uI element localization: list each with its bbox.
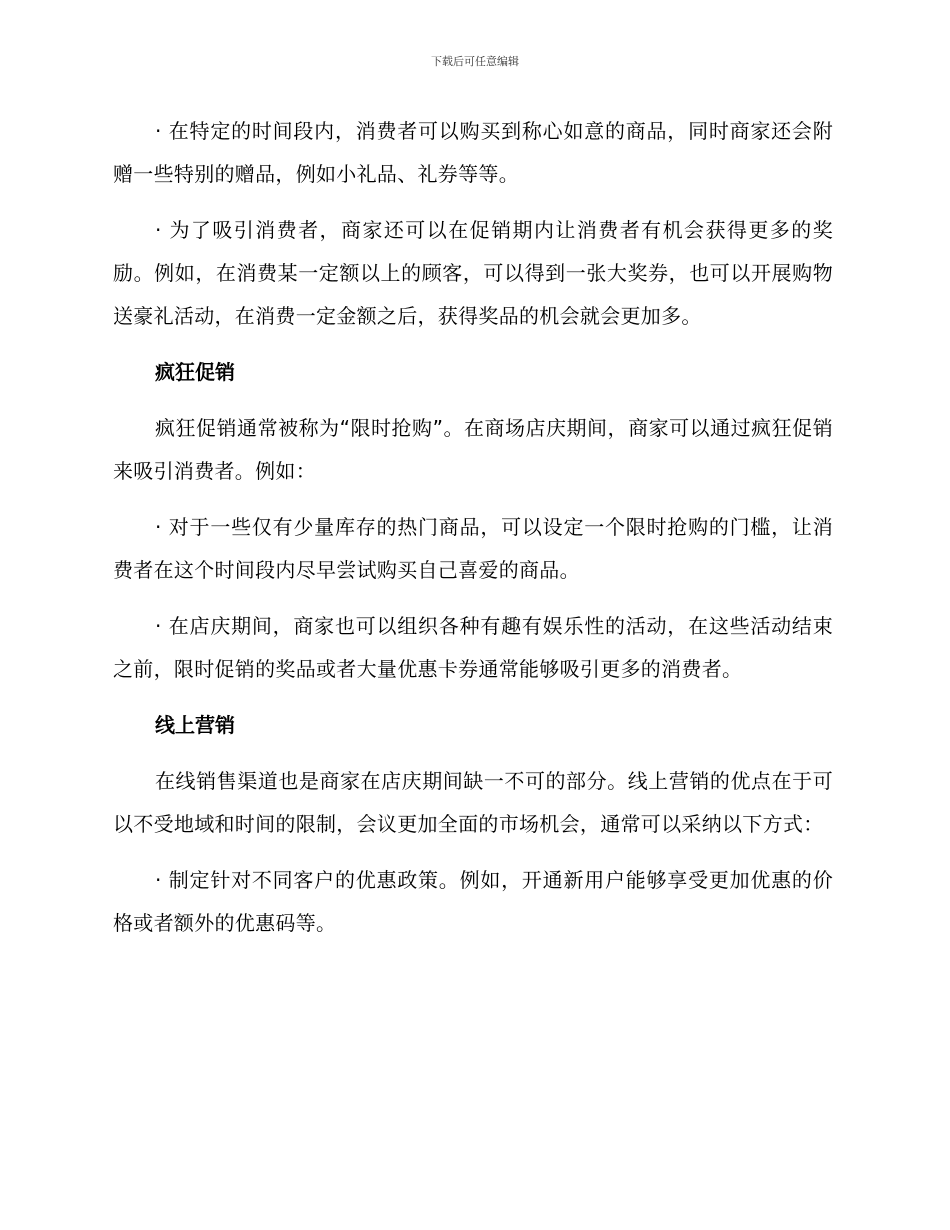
paragraph-bullet-flash-sale: · 对于一些仅有少量库存的热门商品，可以设定一个限时抢购的门槛，让消费者在这个时间段内尽早尝试购买自己喜爱的商品。 xyxy=(113,515,833,582)
paragraph-online-marketing-intro: 在线销售渠道也是商家在店庆期间缺一不可的部分。线上营销的优点在于可以不受地域和时间的限制，会议更加全面的市场机会，通常可以采纳以下方式： xyxy=(113,769,833,836)
section-heading-online-marketing: 线上营销 xyxy=(155,713,235,737)
paragraph-bullet-activities: · 在店庆期间，商家也可以组织各种有趣有娱乐性的活动，在这些活动结束之前，限时促销的奖品或者大量优惠卡券通常能够吸引更多的消费者。 xyxy=(113,614,833,681)
document-body xyxy=(113,110,833,958)
paragraph-bullet-reward: · 为了吸引消费者，商家还可以在促销期内让消费者有机会获得更多的奖励。例如，在消费某一定额以上的顾客，可以得到一张大奖券，也可以开展购物送豪礼活动，在消费一定金额之后，获得奖品的机会就会更加多。 xyxy=(113,218,833,328)
paragraph-crazy-promotion-intro: 疯狂促销通常被称为“限时抢购”。在商场店庆期间，商家可以通过疯狂促销来吸引消费者。例如： xyxy=(113,416,833,483)
section-heading-crazy-promotion: 疯狂促销 xyxy=(155,360,235,384)
paragraph-bullet-discount-policy: · 制定针对不同客户的优惠政策。例如，开通新用户能够享受更加优惠的价格或者额外的优惠码等。 xyxy=(113,868,833,935)
paragraph-bullet-gift: · 在特定的时间段内，消费者可以购买到称心如意的商品，同时商家还会附赠一些特别的赠品，例如小礼品、礼券等等。 xyxy=(113,119,833,186)
page-header: 下载后可任意编辑 xyxy=(431,55,519,68)
